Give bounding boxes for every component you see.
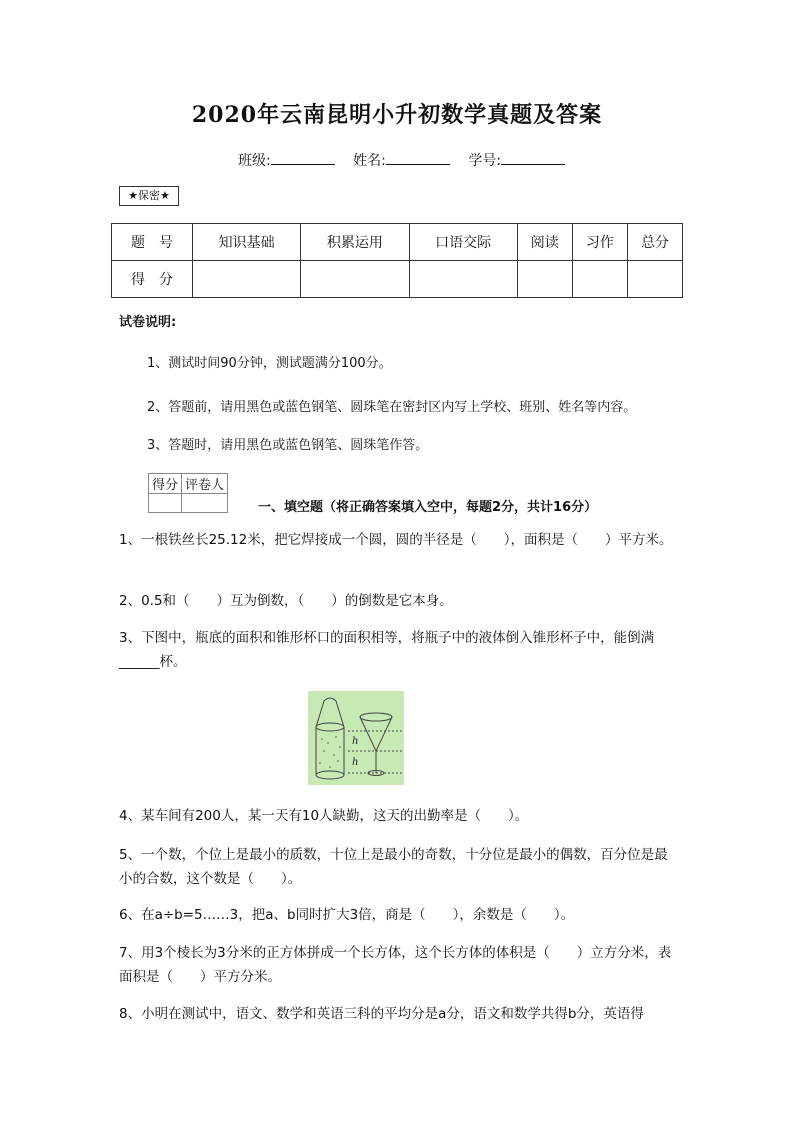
- id-blank: [501, 150, 565, 165]
- score-cell: [627, 261, 682, 298]
- instruction-item: 2、答题前，请用黑色或蓝色钢笔、圆珠笔在密封区内写上学校、班别、姓名等内容。: [147, 400, 637, 415]
- section-title: 一、填空题（将正确答案填入空中，每题2分，共计16分）: [258, 500, 598, 515]
- page-title: 2020年云南昆明小升初数学真题及答案: [191, 102, 603, 128]
- row-label: 得 分: [112, 261, 193, 298]
- score-cell: [409, 261, 517, 298]
- header-cell: 题 号: [112, 224, 193, 261]
- secret-badge: ★保密★: [119, 186, 179, 206]
- class-blank: [271, 150, 335, 165]
- question-6: 6、在a÷b=5……3，把a、b同时扩大3倍，商是（ ），余数是（ ）。: [119, 907, 575, 923]
- header-cell: 知识基础: [193, 224, 301, 261]
- grader-name-cell: [182, 494, 228, 513]
- height-label-lower: h: [352, 757, 359, 768]
- score-table-header-row: [112, 224, 683, 261]
- grader-table: [148, 473, 228, 513]
- grader-name-label: 评卷人: [182, 474, 228, 494]
- score-cell: [572, 261, 627, 298]
- instruction-item: 1、测试时间90分钟，测试题满分100分。: [147, 356, 392, 371]
- header-cell: 习作: [572, 224, 627, 261]
- student-info: [238, 150, 579, 170]
- header-cell: 阅读: [517, 224, 572, 261]
- question-1: 1、一根铁丝长25.12米，把它焊接成一个圆，圆的半径是（ ），面积是（ ）平方米。: [119, 532, 673, 548]
- score-cell: [517, 261, 572, 298]
- question-5: 5、一个数，个位上是最小的质数，十位上是最小的奇数，十分位是最小的偶数，百分位是最小的合数，这个数是（ ）。: [119, 847, 668, 887]
- score-table: [111, 223, 683, 298]
- name-blank: [386, 150, 450, 165]
- header-cell: 总分: [627, 224, 682, 261]
- question-3: 3、下图中，瓶底的面积和锥形杯口的面积相等，将瓶子中的液体倒入锥形杯子中，能倒满______杯。: [119, 630, 655, 670]
- question-7: 7、用3个棱长为3分米的正方体拼成一个长方体，这个长方体的体积是（ ）立方分米，表面积是（ ）平方分米。: [119, 945, 672, 985]
- grader-score-label: 得分: [149, 474, 182, 494]
- score-cell: [301, 261, 409, 298]
- name-label: 姓名:: [353, 153, 386, 169]
- score-cell: [193, 261, 301, 298]
- question-8: 8、小明在测试中，语文、数学和英语三科的平均分是a分，语文和数学共得b分，英语得: [119, 1006, 644, 1022]
- question-2: 2、0.5和（ ）互为倒数，（ ）的倒数是它本身。: [119, 593, 453, 609]
- instruction-item: 3、答题时，请用黑色或蓝色钢笔、圆珠笔作答。: [147, 438, 429, 453]
- header-cell: 积累运用: [301, 224, 409, 261]
- bottle-and-cup-figure: [308, 691, 404, 785]
- height-label-upper: h: [352, 736, 359, 747]
- question-4: 4、某车间有200人，某一天有10人缺勤，这天的出勤率是（ ）。: [119, 808, 529, 824]
- grader-score-cell: [149, 494, 182, 513]
- id-label: 学号:: [468, 153, 502, 169]
- bottle-cup-illustration: [308, 691, 404, 785]
- score-table-score-row: [112, 261, 683, 298]
- header-cell: 口语交际: [409, 224, 517, 261]
- instructions-heading: 试卷说明:: [119, 315, 177, 330]
- class-label: 班级:: [238, 153, 271, 169]
